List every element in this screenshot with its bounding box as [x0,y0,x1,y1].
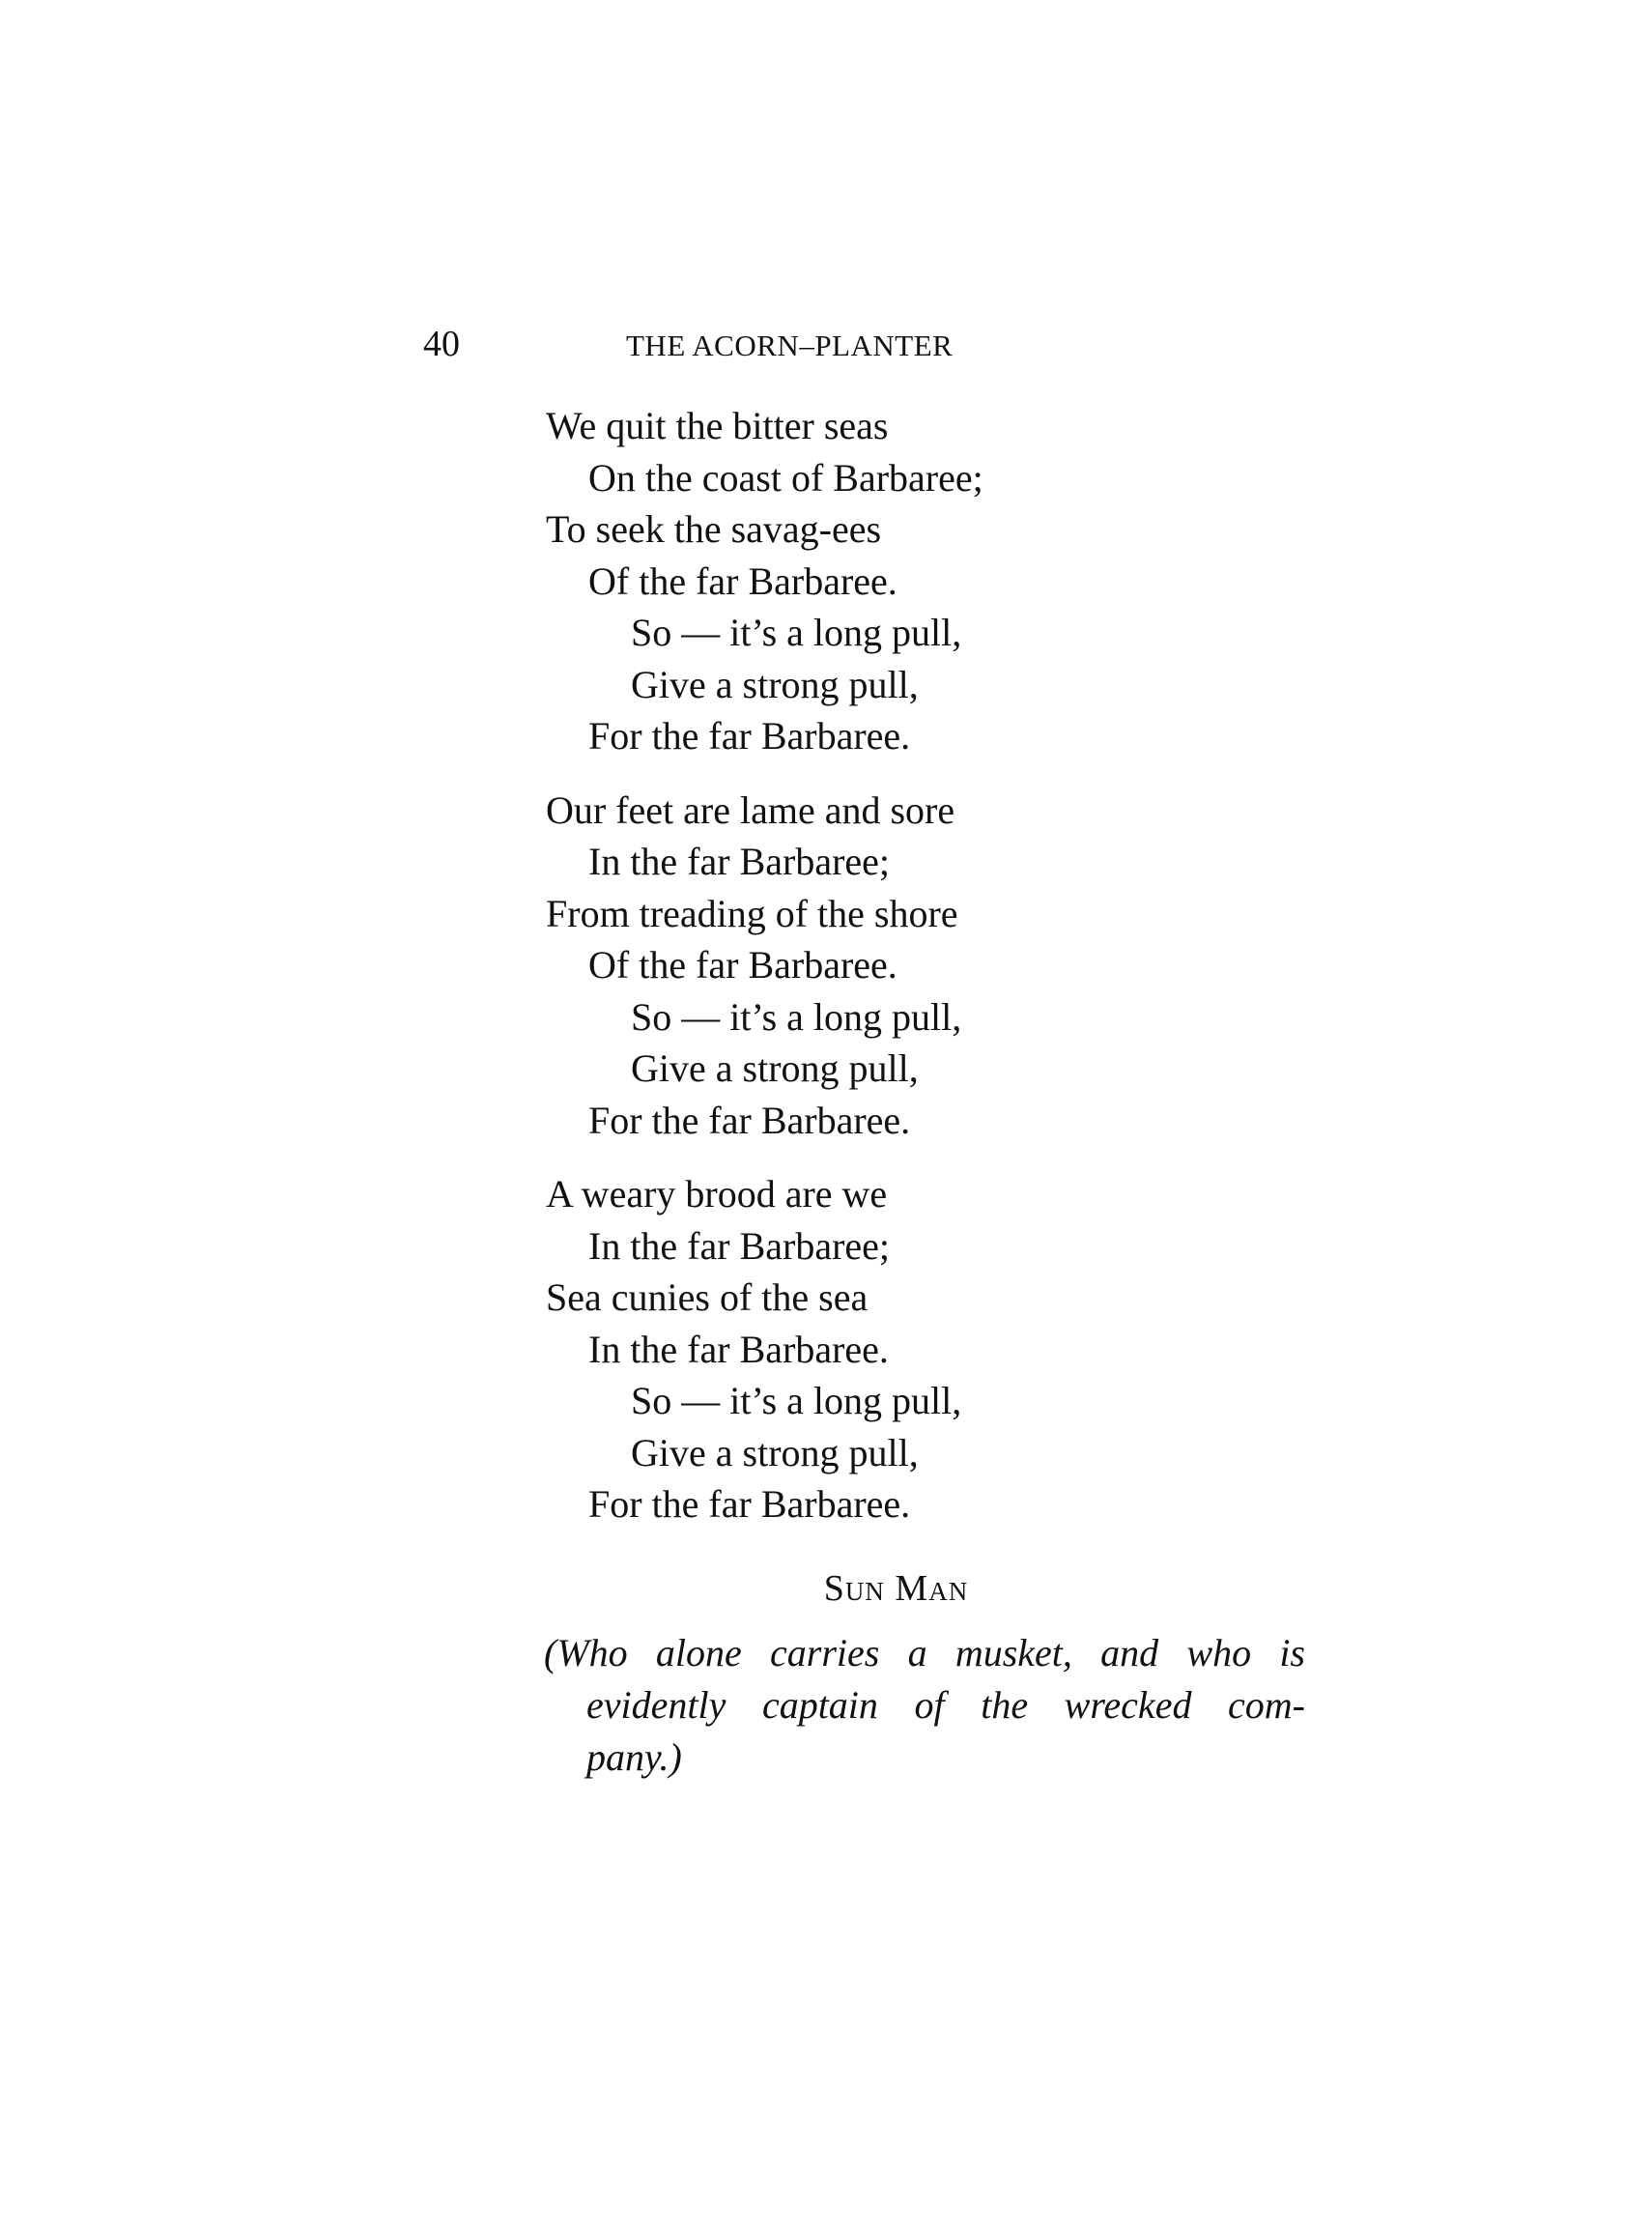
refrain-line: For the far Barbaree. [588,1098,911,1142]
stage-direction [544,1627,1305,1784]
running-head: THE ACORN–PLANTER [626,329,954,362]
stage-direction-line: pany.) [586,1735,682,1779]
refrain-line: Give a strong pull, [631,1046,919,1090]
stanza-1 [546,400,1338,762]
stanza-3 [546,1168,1338,1531]
poem-line: On the coast of Barbaree; [588,455,983,500]
poem-line: To seek the savag-ees [546,507,882,551]
poem-line: Sea cunies of the sea [546,1275,869,1319]
poem-line: We quit the bitter seas [546,404,889,447]
poem-line: In the far Barbaree; [588,840,891,883]
poem-line: In the far Barbaree; [588,1223,891,1268]
poem [546,400,1338,1553]
poem-line: Of the far Barbaree. [588,943,897,987]
poem-line: Our feet are lame and sore [546,787,955,832]
stage-direction-line: evidently captain of the wrecked com- [586,1683,1305,1727]
poem-line: Of the far Barbaree. [588,558,897,603]
refrain-line: So — it’s a long pull, [631,611,962,654]
speaker-name: Sun Man [823,1568,969,1609]
page-number: 40 [423,324,460,364]
poem-line: From treading of the shore [546,891,958,935]
refrain-line: For the far Barbaree. [588,714,911,758]
stage-direction-line: (Who alone carries a musket, and who is [544,1631,1305,1674]
refrain-line: So — it’s a long pull, [631,994,962,1039]
refrain-line: Give a strong pull, [631,662,919,706]
stanza-2 [546,785,1338,1147]
refrain-line: So — it’s a long pull, [631,1379,962,1422]
poem-line: A weary brood are we [546,1172,888,1216]
refrain-line: For the far Barbaree. [588,1482,911,1526]
poem-line: In the far Barbaree. [588,1327,889,1371]
refrain-line: Give a strong pull, [631,1430,919,1474]
